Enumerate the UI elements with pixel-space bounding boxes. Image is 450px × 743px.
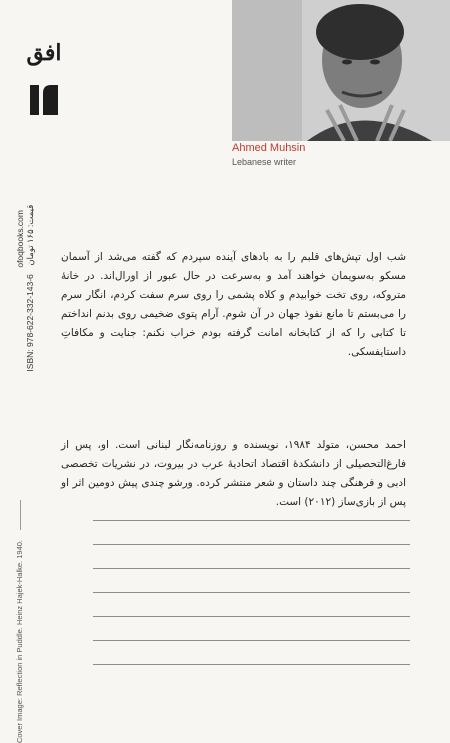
ruled-line	[93, 616, 410, 617]
ruled-line	[93, 664, 410, 665]
ruled-line	[93, 544, 410, 545]
ruled-line	[93, 520, 410, 521]
isbn-price-line	[25, 205, 35, 372]
ruled-line	[93, 568, 410, 569]
publisher-mark-icon	[30, 85, 58, 115]
isbn: ISBN: 978-622-332-143-6	[25, 274, 35, 372]
author-bio: احمد محسن، متولد ۱۹۸۴، نویسنده و روزنامه‌نگار لبنانی است. او، پس از فارغ‌التحصیلی از دانشکدهٔ اقتصاد اتحادیهٔ عرب در بیروت، در نشریات تخصصی ادبی و فرهنگی چند داستان و شعر منتشر کرده. ورشو چندی پیش دومین اثر او پس از بازی‌ساز (۲۰۱۲) است.	[61, 439, 406, 508]
author-description: Lebanese writer	[232, 157, 297, 167]
cover-image-credit: Cover Image: Reflection in Puddle. Heinz Hajek-Halke. 1940.	[15, 540, 24, 743]
ruled-line	[93, 592, 410, 593]
author-photo	[232, 0, 450, 141]
blurb-excerpt: شب اول تپش‌های قلبم را به بادهای آینده سپردم که گفته می‌شد از آسمان مسکو به‌سویمان خواهند آمد و به‌سرعت در حال عبور از اورال‌اند. در خانهٔ متروکه، روی تخت خوابیدم و کلاه پشمی را روی سرم سفت کردم، انگار سرم را می‌بستم تا مانع نفوذ جهان در آن شوم. آرام پتوی ضخیمی روی بدنم انداختم تا کتابی را که از کتابخانه امانت گرفته بودم خراب نکنم: جنایت و مکافاتِ داستایفسکی.	[61, 251, 406, 358]
publisher-url: ofoqbooks.com	[15, 210, 25, 268]
publisher-logo	[24, 40, 64, 130]
publisher-logo-text: افق	[26, 40, 62, 66]
ruled-line	[93, 640, 410, 641]
author-name: Ahmed Muhsin	[232, 142, 306, 154]
ruled-lines	[93, 520, 410, 688]
price: قیمت: ۱۶۵ تومان	[25, 205, 35, 266]
spine-divider	[20, 500, 21, 530]
author-portrait-illustration	[232, 0, 450, 141]
